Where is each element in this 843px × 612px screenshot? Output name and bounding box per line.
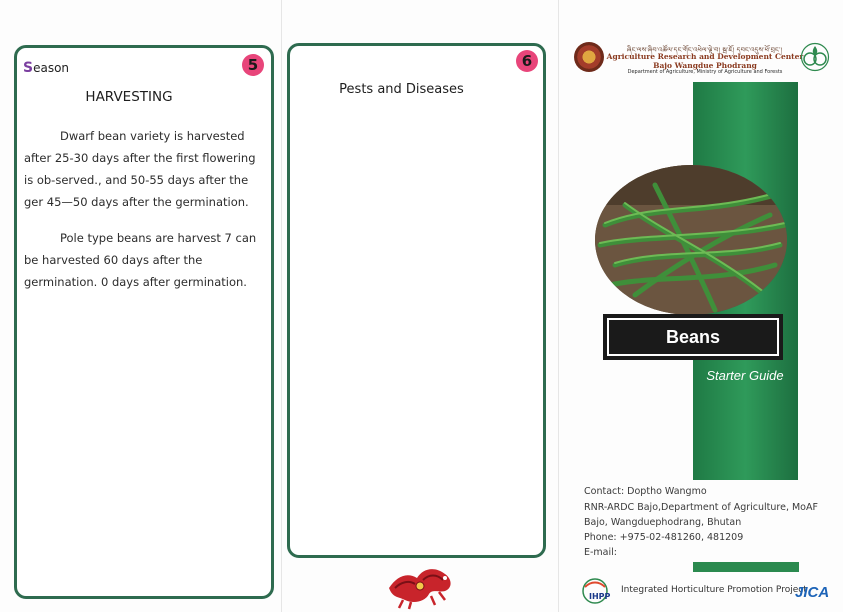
- org-name-line1: Agriculture Research and Development Center: [606, 52, 804, 61]
- dragon-emblem-icon: [383, 558, 457, 610]
- page-number-badge: 6: [516, 50, 538, 72]
- paragraph-pole-bean: Pole type beans are harvest 7 can be harvested 60 days after the germination. 0 days after germination.: [24, 231, 257, 289]
- ihpp-label: IHPP: [589, 592, 611, 601]
- cover-subtitle: Starter Guide: [706, 368, 784, 383]
- ardc-emblem-icon: [574, 42, 604, 72]
- contact-phone: Phone: +975-02-481260, 481209: [584, 532, 744, 543]
- section-label-initial: S: [23, 60, 34, 76]
- department-line: Department of Agriculture, Ministry of Agriculture and Forests: [627, 69, 783, 75]
- section-label-rest: eason: [33, 61, 70, 75]
- section-label: [23, 60, 69, 76]
- panel-season-harvesting: [14, 45, 274, 599]
- agriculture-ministry-logo-icon: [800, 42, 830, 72]
- contact-address: Bajo, Wangduephodrang, Bhutan: [584, 517, 742, 528]
- header-tibetan-text: ཞིང་ལས་ཞིབ་འཚོལ་དང་གོང་འཕེལ་ལྟེ་བ། སྦ་ཇོ། དབང་འདུས་ཕོ་བྲང་།: [626, 46, 783, 54]
- panel-pests-diseases: [287, 43, 546, 558]
- cover-title-box: [603, 314, 783, 360]
- org-name-line2: Bajo Wangdue Phodrang: [653, 61, 757, 70]
- project-name: Integrated Horticulture Promotion Project: [621, 585, 807, 595]
- panel-title: Pests and Diseases: [339, 82, 464, 97]
- paragraph-dwarf-bean: Dwarf bean variety is harvested after 25-30 days after the first flowering is ob-served., and 50-55 days after the ger 45—50 days after the germination.: [24, 129, 256, 209]
- page-number-badge: 5: [242, 54, 264, 76]
- green-beans-photo: [595, 165, 787, 315]
- contact-email: E-mail:: [584, 547, 617, 558]
- fold-line-right: [558, 0, 559, 612]
- jica-logo: JICA: [795, 584, 830, 601]
- cover-bottom-bar: [693, 562, 799, 572]
- fold-line-left: [281, 0, 282, 612]
- contact-person: Contact: Doptho Wangmo: [584, 486, 707, 497]
- panel-title: HARVESTING: [85, 89, 173, 105]
- cover-title: Beans: [607, 318, 779, 356]
- contact-organization: RNR-ARDC Bajo,Department of Agriculture, MoAF: [584, 502, 818, 513]
